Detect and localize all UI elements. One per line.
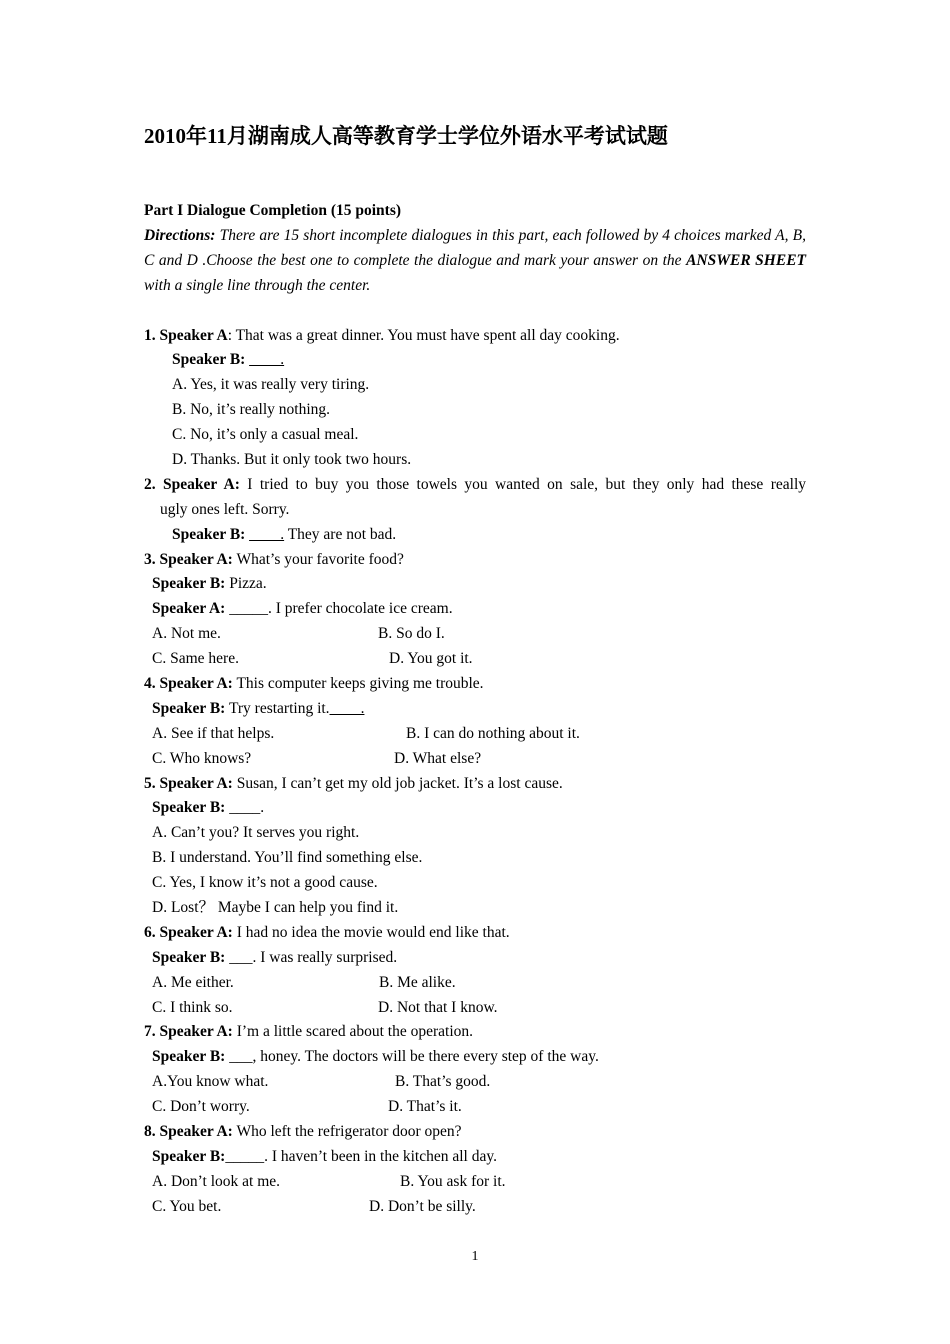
- option-row: A. See if that helps. B. I can do nothing about it.: [152, 724, 580, 742]
- option-item: C. No, it’s only a casual meal.: [172, 426, 359, 444]
- question-3-speaker-a2: Speaker A: _____. I prefer chocolate ice cream.: [152, 600, 453, 618]
- question-2-speaker-a: 2. Speaker A: I tried to buy you those towels you wanted on sale, but they only had these really: [144, 475, 806, 493]
- option-row: C. Don’t worry. D. That’s it.: [152, 1098, 462, 1116]
- option-row: C. You bet. D. Don’t be silly.: [152, 1197, 476, 1215]
- question-3-speaker-a: 3. Speaker A: What’s your favorite food?: [144, 550, 404, 568]
- directions-text-end: with a single line through the center.: [144, 276, 371, 294]
- question-7-speaker-b: Speaker B: ___, honey. The doctors will be there every step of the way.: [152, 1048, 599, 1066]
- document-body: [144, 199, 806, 1220]
- directions-paragraph: [144, 224, 806, 299]
- question-1-speaker-b: Speaker B: ____.: [172, 351, 285, 369]
- option-item: A. Yes, it was really very tiring.: [172, 376, 370, 394]
- option-row: A. Don’t look at me. B. You ask for it.: [152, 1172, 506, 1190]
- question-2-speaker-a-cont: ugly ones left. Sorry.: [160, 500, 290, 518]
- option-item: D. Lost？ Maybe I can help you find it.: [152, 898, 399, 916]
- option-item: D. Thanks. But it only took two hours.: [172, 450, 412, 468]
- page-title: 2010年11月湖南成人高等教育学士学位外语水平考试试题: [144, 124, 668, 148]
- answer-sheet-text: ANSWER SHEET: [686, 251, 807, 269]
- spacer: [144, 299, 806, 324]
- question-5-speaker-b: Speaker B: ____.: [152, 799, 265, 817]
- question-2-speaker-b: Speaker B: ____. They are not bad.: [172, 525, 397, 543]
- option-row: A. Not me. B. So do I.: [152, 625, 445, 643]
- option-item: C. Yes, I know it’s not a good cause.: [152, 874, 378, 892]
- option-row: C. I think so. D. Not that I know.: [152, 998, 498, 1016]
- question-4-speaker-b: Speaker B: Try restarting it.____.: [152, 699, 365, 717]
- option-row: C. Same here. D. You got it.: [152, 650, 473, 668]
- part-heading: Part I Dialogue Completion (15 points): [144, 202, 402, 219]
- page-number: 1: [471, 1249, 479, 1264]
- option-item: A. Can’t you? It serves you right.: [152, 824, 360, 842]
- option-row: A.You know what. B. That’s good.: [152, 1073, 491, 1091]
- directions-text: There are 15 short incomplete dialogues in this part, each followed by 4 choices marked A, B, C and D .Choose the best one to complete the dialogue and mark your answer on the: [144, 226, 806, 269]
- option-item: B. No, it’s really nothing.: [172, 401, 331, 419]
- question-6-speaker-b: Speaker B: ___. I was really surprised.: [152, 948, 398, 966]
- question-5-speaker-a: 5. Speaker A: Susan, I can’t get my old job jacket. It’s a lost cause.: [144, 774, 563, 792]
- directions-label: Directions:: [144, 226, 216, 244]
- question-1-speaker-a: 1. Speaker A: That was a great dinner. You must have spent all day cooking.: [144, 326, 620, 344]
- question-8-speaker-a: 8. Speaker A: Who left the refrigerator door open?: [144, 1123, 462, 1140]
- question-4-speaker-a: 4. Speaker A: This computer keeps giving me trouble.: [144, 674, 484, 692]
- option-item: B. I understand. You’ll find something else.: [152, 849, 423, 867]
- question-6-speaker-a: 6. Speaker A: I had no idea the movie would end like that.: [144, 923, 510, 941]
- question-3-speaker-b: Speaker B: Pizza.: [152, 575, 267, 593]
- option-row: A. Me either. B. Me alike.: [152, 973, 456, 991]
- option-row: C. Who knows? D. What else?: [152, 749, 482, 767]
- question-7-speaker-a: 7. Speaker A: I’m a little scared about the operation.: [144, 1023, 474, 1041]
- question-8-speaker-b: Speaker B:_____. I haven’t been in the kitchen all day.: [152, 1147, 497, 1165]
